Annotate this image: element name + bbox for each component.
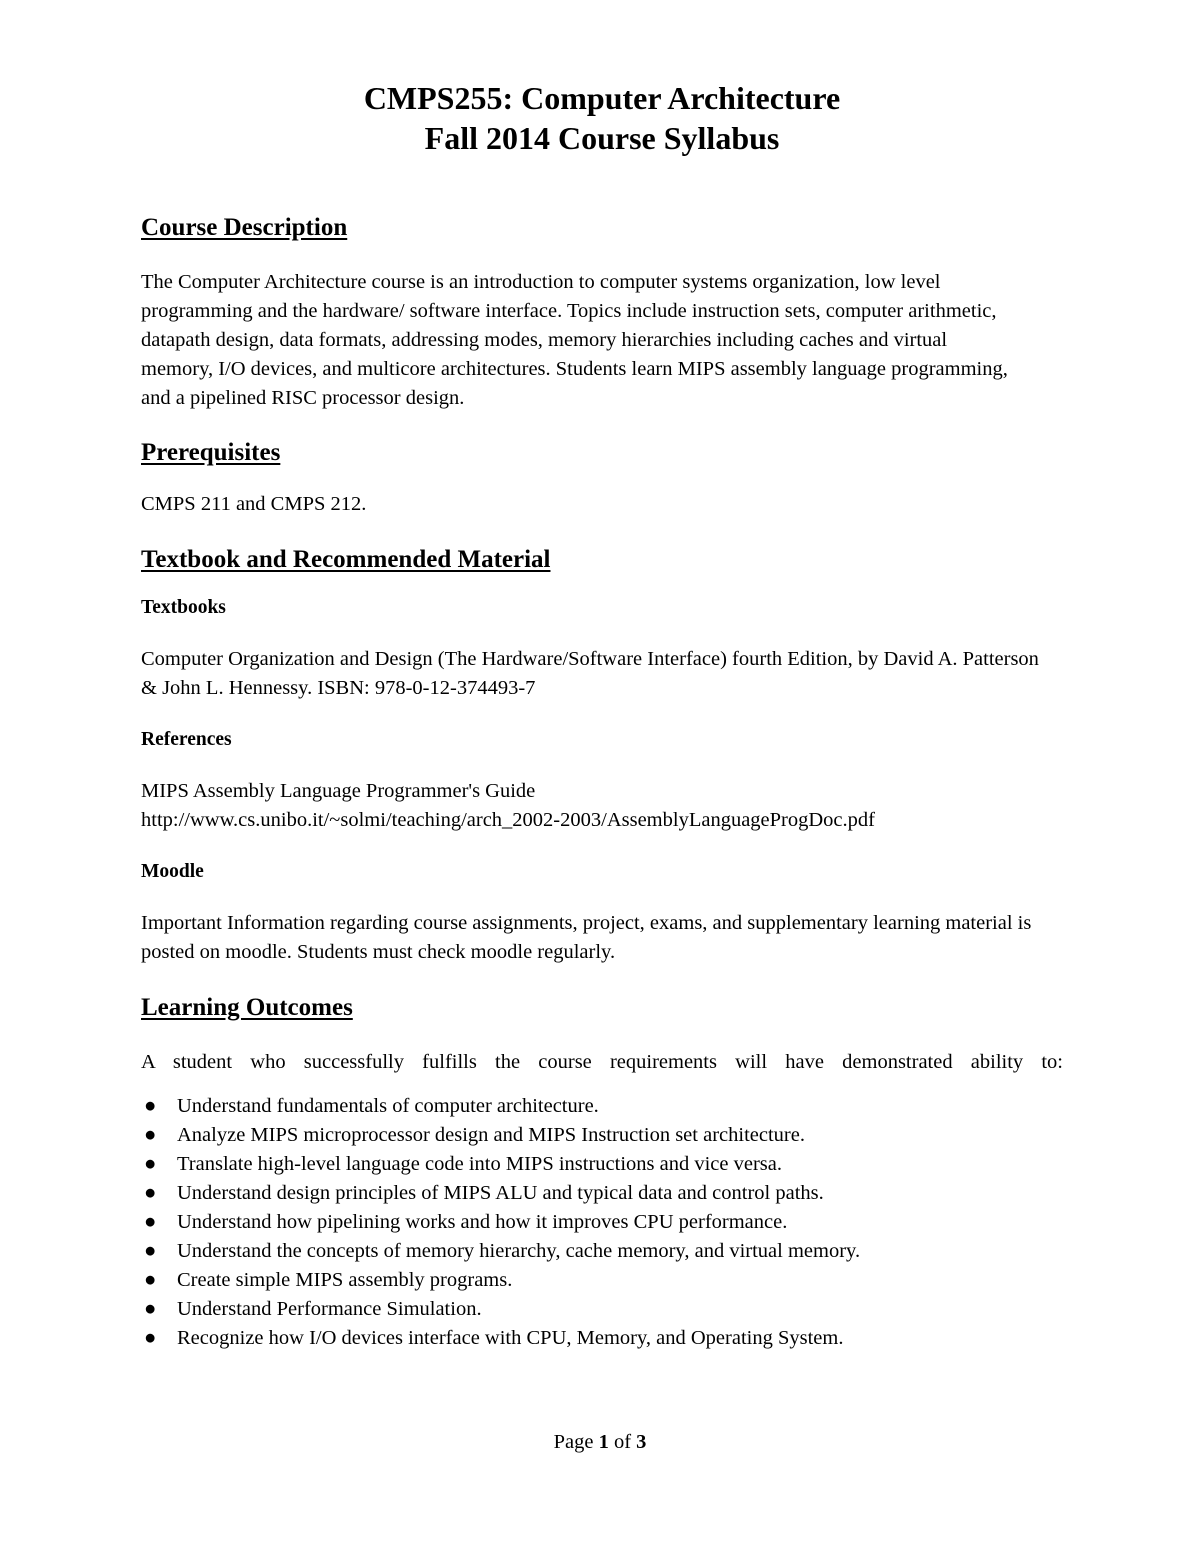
list-item: ● Create simple MIPS assembly programs.	[141, 1266, 1063, 1295]
list-item: ● Recognize how I/O devices interface with CPU, Memory, and Operating System.	[141, 1324, 1063, 1353]
moodle-subheading: Moodle	[141, 861, 204, 882]
syllabus-page	[141, 78, 1063, 1353]
learning-outcomes-intro: A student who successfully fulfills the course requirements will have demonstrated ability to:	[141, 1051, 1063, 1073]
textbooks-subheading: Textbooks	[141, 597, 226, 618]
bullet-icon: ●	[144, 1182, 157, 1204]
of-label: of	[613, 1431, 632, 1453]
list-item: ● Understand Performance Simulation.	[141, 1295, 1063, 1324]
course-description-heading: Course Description	[141, 214, 348, 241]
learning-outcomes-list	[141, 1092, 1063, 1353]
title-line-2: Fall 2014 Course Syllabus	[424, 120, 780, 156]
moodle-text: Important Information regarding course assignments, project, exams, and supplementary learning material is posted on moodle. Students must check moodle regularly.	[141, 912, 1032, 963]
page-footer	[0, 1428, 1200, 1457]
list-item: ● Understand the concepts of memory hierarchy, cache memory, and virtual memory.	[141, 1237, 1063, 1266]
textbook-heading: Textbook and Recommended Material	[141, 546, 551, 573]
bullet-icon: ●	[144, 1269, 157, 1291]
list-item: ● Analyze MIPS microprocessor design and MIPS Instruction set architecture.	[141, 1121, 1063, 1150]
course-description-text: The Computer Architecture course is an introduction to computer systems organization, low level programming and the hardware/ software interface. Topics include instruction sets, computer arithmetic, datapath design, data formats, addressing modes, memory hierarchies including caches and virtual memory, I/O devices, and multicore architectures. Students learn MIPS assembly language programming, and a pipelined RISC processor design.	[141, 271, 1008, 409]
page-label: Page	[553, 1431, 594, 1453]
list-item: ● Translate high-level language code into MIPS instructions and vice versa.	[141, 1150, 1063, 1179]
page-number: 1	[598, 1431, 609, 1453]
bullet-icon: ●	[144, 1211, 157, 1233]
list-item: ● Understand design principles of MIPS ALU and typical data and control paths.	[141, 1179, 1063, 1208]
bullet-icon: ●	[144, 1327, 157, 1349]
list-item: ● Understand how pipelining works and how it improves CPU performance.	[141, 1208, 1063, 1237]
prerequisites-text: CMPS 211 and CMPS 212.	[141, 493, 367, 515]
references-subheading: References	[141, 729, 232, 750]
textbooks-text: Computer Organization and Design (The Hardware/Software Interface) fourth Edition, by David A. Patterson & John L. Hennessy. ISBN: 978-0-12-374493-7	[141, 648, 1039, 699]
bullet-icon: ●	[144, 1240, 157, 1262]
bullet-icon: ●	[144, 1153, 157, 1175]
learning-outcomes-heading: Learning Outcomes	[141, 994, 353, 1021]
title-line-1: CMPS255: Computer Architecture	[363, 80, 841, 116]
list-item: ● Understand fundamentals of computer architecture.	[141, 1092, 1063, 1121]
bullet-icon: ●	[144, 1124, 157, 1146]
references-url[interactable]: http://www.cs.unibo.it/~solmi/teaching/arch_2002-2003/AssemblyLanguageProgDoc.pdf	[141, 809, 875, 831]
references-title: MIPS Assembly Language Programmer's Guide	[141, 780, 536, 802]
bullet-icon: ●	[144, 1298, 157, 1320]
bullet-icon: ●	[144, 1095, 157, 1117]
document-title	[141, 78, 1063, 158]
prerequisites-heading: Prerequisites	[141, 439, 281, 466]
total-pages: 3	[636, 1431, 647, 1453]
